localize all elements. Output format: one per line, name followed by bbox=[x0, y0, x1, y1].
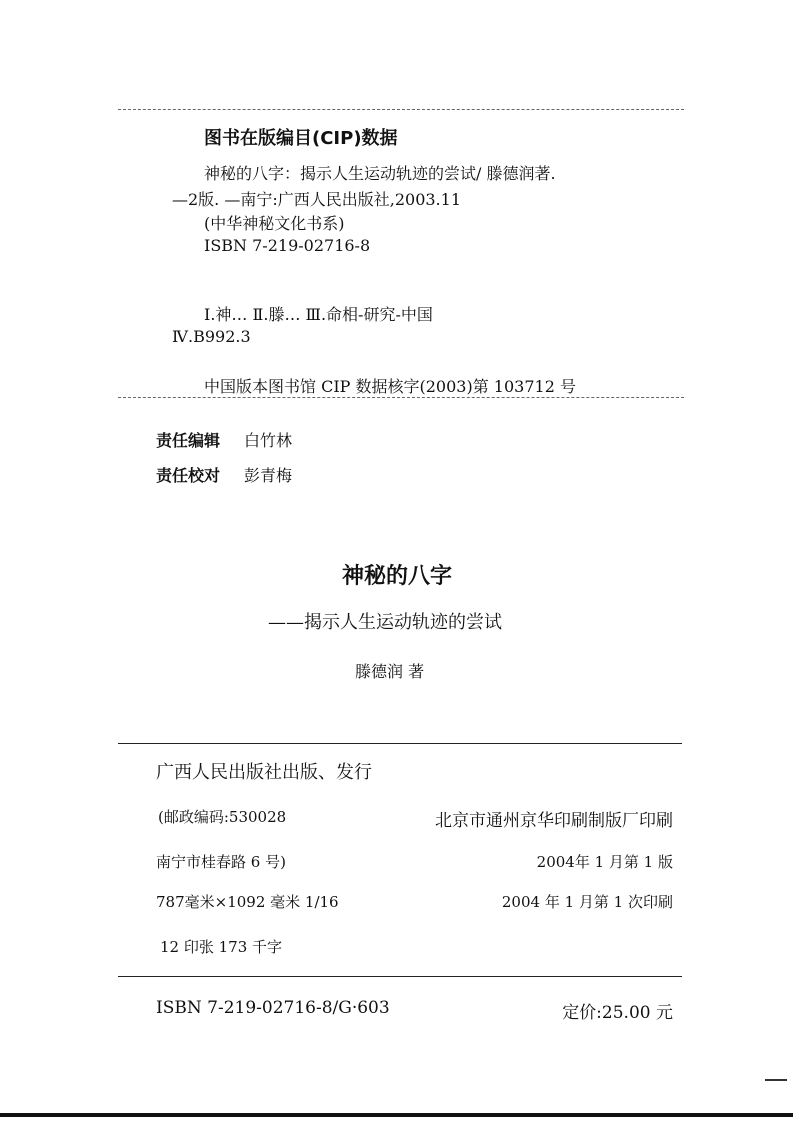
cip-line-title: 神秘的八字：揭示人生运动轨迹的尝试/ 滕德润著. bbox=[204, 164, 556, 183]
cip-top-divider bbox=[118, 109, 684, 110]
cip-line-edition: —2版. —南宁:广西人民出版社,2003.11 bbox=[172, 190, 461, 209]
book-title: 神秘的八字 bbox=[342, 564, 453, 589]
editor-name: 白竹林 bbox=[244, 431, 293, 450]
printing: 2004 年 1 月第 1 次印刷 bbox=[501, 893, 673, 911]
book-author: 滕德润 著 bbox=[355, 662, 425, 681]
printer: 北京市通州京华印刷制版厂印刷 bbox=[435, 811, 673, 831]
publish-bottom-rule bbox=[118, 976, 682, 977]
cip-classification: Ⅰ.神… Ⅱ.滕… Ⅲ.命相-研究-中国 bbox=[204, 305, 433, 324]
publish-top-rule bbox=[118, 743, 682, 744]
publisher: 广西人民出版社出版、发行 bbox=[156, 762, 372, 783]
cip-line-isbn: ISBN 7-219-02716-8 bbox=[204, 236, 371, 255]
isbn-full: ISBN 7-219-02716-8/G·603 bbox=[156, 998, 390, 1018]
scan-mark bbox=[765, 1079, 787, 1081]
cip-record-number: 中国版本图书馆 CIP 数据核字(2003)第 103712 号 bbox=[204, 377, 576, 396]
sheets-and-words: 12 印张 173 千字 bbox=[160, 938, 283, 956]
book-subtitle: ——揭示人生运动轨迹的尝试 bbox=[268, 612, 502, 633]
edition: 2004年 1 月第 1 版 bbox=[536, 853, 673, 871]
proofreader-label: 责任校对 bbox=[156, 466, 221, 485]
cip-classification-number: Ⅳ.B992.3 bbox=[172, 327, 251, 346]
price: 定价:25.00 元 bbox=[562, 1003, 673, 1023]
cip-heading: 图书在版编目(CIP)数据 bbox=[204, 128, 398, 149]
address: 南宁市桂春路 6 号) bbox=[156, 853, 286, 871]
page-bottom-edge bbox=[0, 1113, 793, 1117]
editor-label: 责任编辑 bbox=[156, 431, 221, 450]
proofreader-name: 彭青梅 bbox=[244, 466, 293, 485]
postal-code: (邮政编码:530028 bbox=[158, 808, 287, 826]
cip-bottom-divider bbox=[118, 397, 684, 398]
format: 787毫米×1092 毫米 1/16 bbox=[156, 893, 339, 911]
cip-line-series: (中华神秘文化书系) bbox=[204, 214, 345, 233]
